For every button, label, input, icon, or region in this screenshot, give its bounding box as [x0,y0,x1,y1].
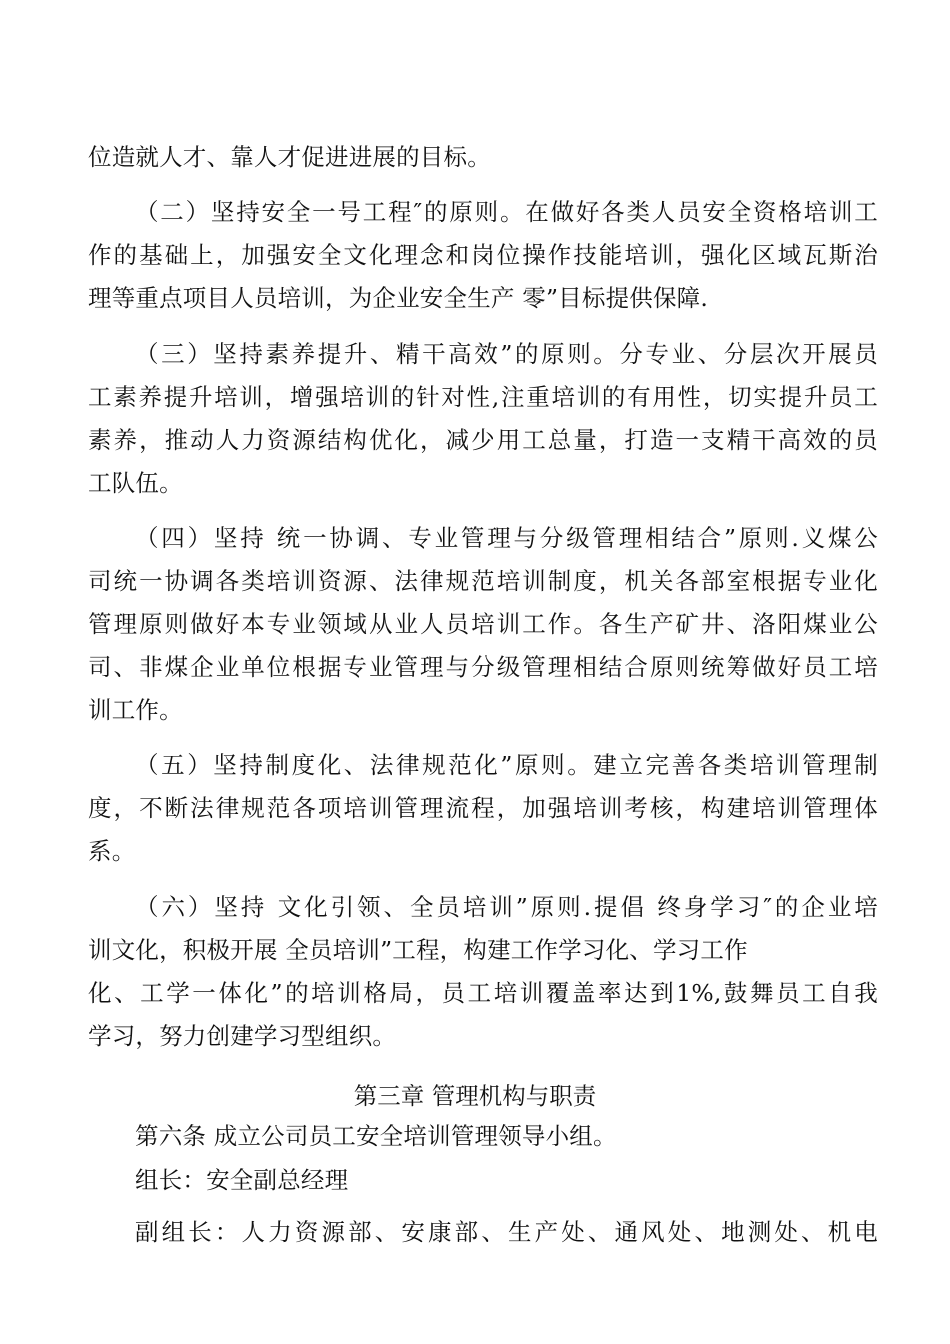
paragraph-line: 作的基础上，加强安全文化理念和岗位操作技能培训，强化区域瓦斯治 [88,241,878,269]
article-line: 组长：安全副总经理 [135,1166,349,1194]
paragraph-line: 位造就人才、靠人才促进进展的目标。 [88,143,491,171]
paragraph-line: 学习，努力创建学习型组织。 [88,1022,397,1050]
paragraph-line: 素养，推动人力资源结构优化，减少用工总量，打造一支精干高效的员 [88,426,878,454]
chapter-heading: 第三章 管理机构与职责 [353,1082,597,1110]
paragraph-line: 度，不断法律规范各项培训管理流程，加强培训考核，构建培训管理体 [88,794,878,822]
paragraph-line: 训文化，积极开展 全员培训”工程，构建工作学习化、学习工作 [88,936,748,964]
paragraph-line: 理等重点项目人员培训，为企业安全生产 零”目标提供保障. [88,284,709,312]
paragraph-line: （五）坚持制度化、法律规范化”原则。建立完善各类培训管理制 [135,751,878,779]
paragraph-line: 训工作。 [88,696,183,724]
paragraph-line: （三）坚持素养提升、精干高效”的原则。分专业、分层次开展员 [135,340,878,368]
paragraph-line: （二）坚持安全一号工程″的原则。在做好各类人员安全资格培训工 [135,198,878,226]
paragraph-line: （六）坚持 文化引领、全员培训”原则.提倡 终身学习″的企业培 [135,893,878,921]
paragraph-line: 工素养提升培训，增强培训的针对性,注重培训的有用性，切实提升员工 [88,383,878,411]
article-line: 副组长：人力资源部、安康部、生产处、通风处、地测处、机电 [135,1218,878,1246]
paragraph-line: 系。 [88,837,136,865]
paragraph-line: （四）坚持 统一协调、专业管理与分级管理相结合”原则.义煤公 [135,524,878,552]
paragraph-line: 化、工学一体化”的培训格局，员工培训覆盖率达到1%,鼓舞员工自我 [88,979,878,1007]
paragraph-line: 工队伍。 [88,469,183,497]
paragraph-line: 管理原则做好本专业领域从业人员培训工作。各生产矿井、洛阳煤业公 [88,610,878,638]
paragraph-line: 司、非煤企业单位根据专业管理与分级管理相结合原则统筹做好员工培 [88,653,878,681]
article-line: 第六条 成立公司员工安全培训管理领导小组。 [135,1122,617,1150]
paragraph-line: 司统一协调各类培训资源、法律规范培训制度，机关各部室根据专业化 [88,567,878,595]
